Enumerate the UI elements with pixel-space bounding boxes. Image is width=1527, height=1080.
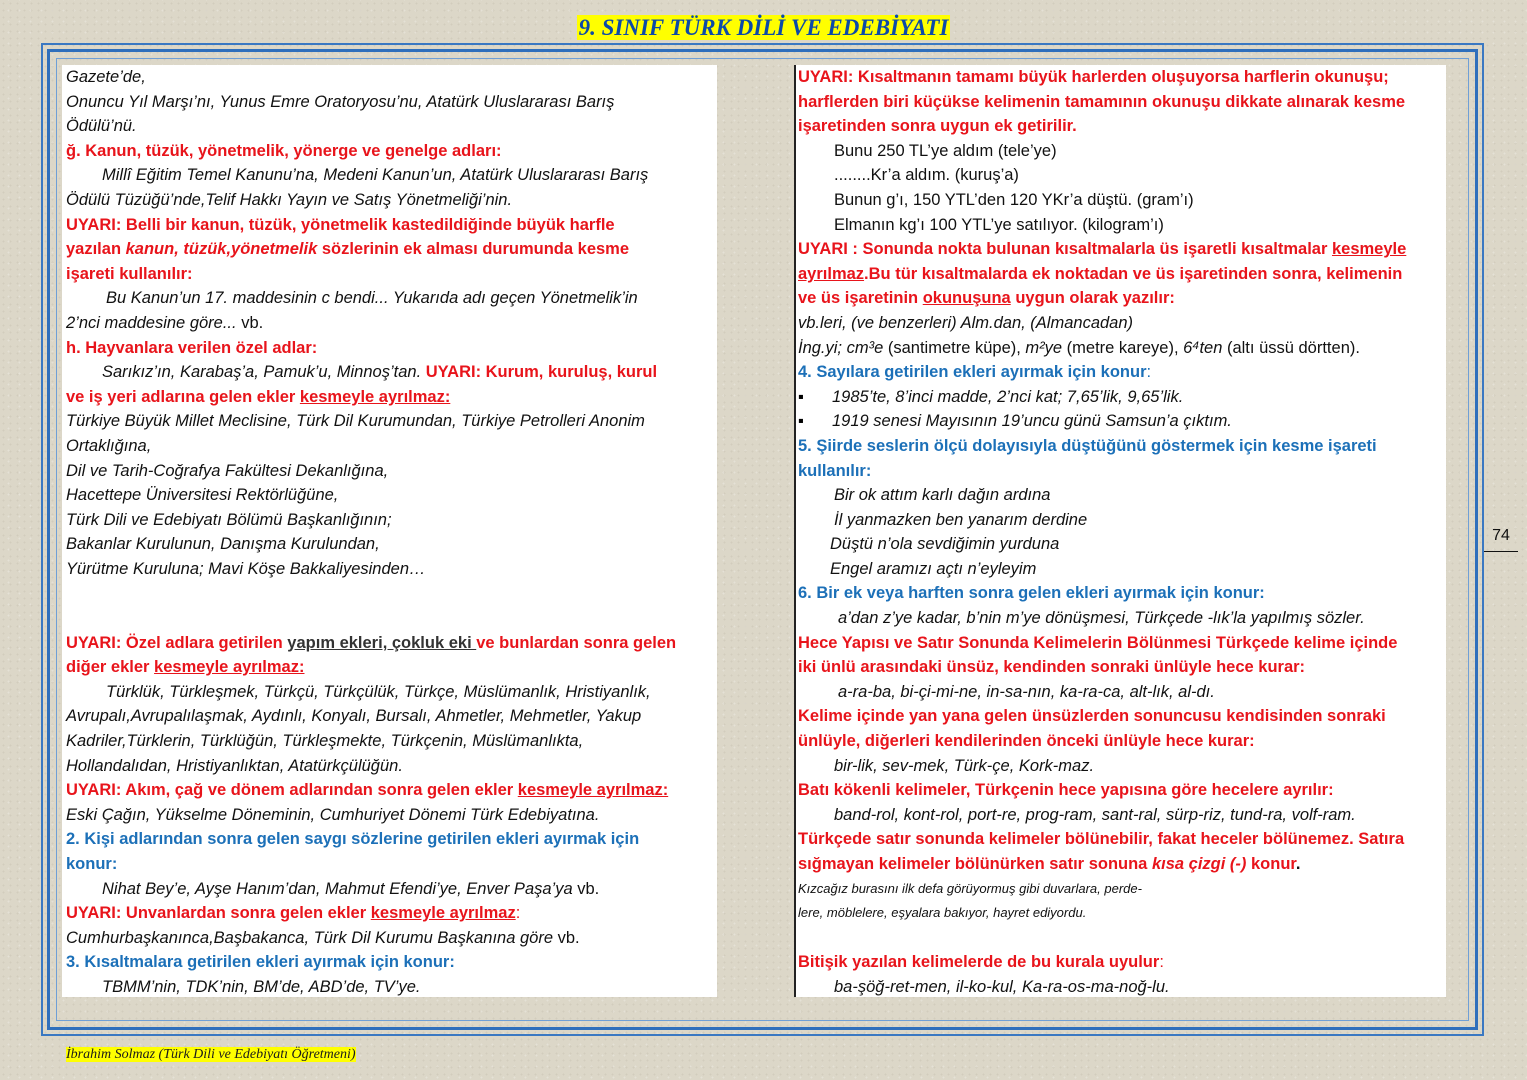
- section-heading: 6. Bir ek veya harften sonra gelen ekleri ayırmak için konur:: [798, 584, 1265, 603]
- rule-term: kısa çizgi (-): [1151, 855, 1247, 873]
- example-line: Türklük, Türkleşmek, Türkçü, Türkçülük, Türkçe, Müslümanlık, Hristiyanlık,: [106, 682, 651, 701]
- rule-line: Batı kökenli kelimeler, Türkçenin hece yapısına göre hecelere ayrılır:: [798, 781, 1334, 800]
- example-line: bir-lik, sev-mek, Türk-çe, Kork-maz.: [834, 756, 1095, 775]
- warning-line: UYARI: Belli bir kanun, tüzük, yönetmelik kastedildiğinde büyük harfle: [66, 215, 615, 234]
- rule-text: konur: [1246, 855, 1296, 873]
- rule-line: Hece Yapısı ve Satır Sonunda Kelimelerin Bölünmesi Türkçede kelime içinde: [798, 633, 1398, 652]
- warning-text: yazılan: [66, 240, 126, 259]
- example-line: Ödülü Tüzüğü’nde,Telif Hakkı Yayın ve Satış Yönetmeliği’nin.: [66, 190, 513, 209]
- rule-text: sığmayan kelimeler bölünürken satır sonuna: [798, 855, 1152, 873]
- gloss-text: (santimetre küpe),: [883, 338, 1026, 357]
- page-title-text: 9. SINIF TÜRK DİLİ VE EDEBİYATI: [578, 15, 949, 40]
- warning-text: .Bu tür kısaltmalarda ek noktadan ve üs işaretinden sonra, kelimenin: [864, 264, 1403, 283]
- example-line: a’dan z’ye kadar, b’nin m’ye dönüşmesi, Türkçede -lık’la yapılmış sözler.: [838, 609, 1365, 628]
- blank-line: [66, 581, 717, 606]
- rule-line: [798, 950, 1446, 975]
- blank-line: [66, 606, 717, 631]
- colon-text: :: [1146, 363, 1152, 382]
- abbrev-text: vb.: [236, 313, 264, 332]
- underlined-term: yapım ekleri, çokluk eki: [287, 633, 477, 652]
- example-line: Ortaklığına,: [66, 436, 152, 455]
- warning-text: UYARI: Unvanlardan sonra gelen ekler: [66, 904, 371, 923]
- example-line: Dil ve Tarih-Coğrafya Fakültesi Dekanlığına,: [66, 461, 389, 480]
- example-text: 2’nci maddesine göre...: [66, 313, 237, 332]
- poem-line: İl yanmazken ben yanarım derdine: [834, 510, 1088, 529]
- warning-line: [66, 901, 717, 926]
- example-text: Nihat Bey’e, Ayşe Hanım’dan, Mahmut Efendi’ye, Enver Paşa’ya: [102, 879, 573, 898]
- example-line: Hacettepe Üniversitesi Rektörlüğüne,: [66, 486, 339, 505]
- section-heading: 2. Kişi adlarından sonra gelen saygı sözlerine getirilen ekleri ayırmak için: [66, 830, 640, 849]
- warning-line: [66, 631, 717, 656]
- example-line: Kızcağız burasını ilk defa görüyormuş gibi duvarlara, perde-: [798, 880, 1142, 896]
- example-line: ba-şöğ-ret-men, il-ko-kul, Ka-ra-os-ma-noğ-lu.: [834, 977, 1170, 996]
- warning-text: diğer ekler: [66, 658, 155, 677]
- right-column: [794, 65, 1446, 997]
- example-line: Eski Çağın, Yükselme Döneminin, Cumhuriyet Dönemi Türk Edebiyatına.: [66, 805, 600, 824]
- warning-text: ve üs işaretinin: [798, 289, 923, 308]
- example-line: [66, 877, 717, 902]
- text-line: Ödülü’nü.: [66, 117, 137, 136]
- warning-line: [66, 237, 717, 262]
- example-line: Türk Dili ve Edebiyatı Bölümü Başkanlığının;: [66, 510, 392, 529]
- underlined-rule: kesmeyle ayrılmaz:: [517, 781, 669, 800]
- warning-line: işareti kullanılır:: [66, 264, 193, 283]
- underlined-rule: ayrılmaz: [798, 264, 865, 283]
- warning-text: sözlerinin ek alması durumunda kesme: [317, 240, 630, 259]
- example-text: m²ye: [1025, 338, 1063, 357]
- example-line: lere, möblelere, eşyalara bakıyor, hayret ediyordu.: [798, 905, 1087, 921]
- warning-term: kanun, tüzük,yönetmelik: [125, 240, 318, 259]
- colon-text: :: [1159, 953, 1164, 972]
- footer-author: [66, 1046, 356, 1064]
- abbrev-text: vb.: [572, 879, 600, 898]
- underlined-rule: kesmeyle ayrılmaz: [370, 904, 516, 923]
- left-column: [62, 65, 717, 997]
- warning-line: işaretinden sonra uygun ek getirilir.: [798, 117, 1077, 136]
- underlined-rule: kesmeyle: [1331, 240, 1407, 259]
- section-heading: 5. Şiirde seslerin ölçü dolayısıyla düştüğünü göstermek için kesme işareti: [798, 436, 1377, 455]
- colon-text: :: [515, 904, 521, 923]
- example-line: Yürütme Kuruluna; Mavi Köşe Bakkaliyesinden…: [66, 559, 426, 578]
- example-line: Avrupalı,Avrupalılaşmak, Aydınlı, Konyalı, Bursalı, Ahmetler, Mehmetler, Yakup: [66, 707, 642, 726]
- warning-text: UYARI : Sonunda nokta bulunan kısaltmalarla üs işaretli kısaltmalar: [798, 240, 1332, 259]
- warning-text: UYARI: Akım, çağ ve dönem adlarından sonra gelen ekler: [66, 781, 518, 800]
- example-line: Bunu 250 TL’ye aldım (tele’ye): [834, 141, 1057, 160]
- section-heading: konur:: [66, 855, 118, 873]
- rule-line: Kelime içinde yan yana gelen ünsüzlerden sonuncusu kendisinden sonraki: [798, 707, 1386, 726]
- section-heading: [798, 360, 1446, 385]
- example-line: [66, 926, 717, 951]
- example-line: Bakanlar Kurulunun, Danışma Kurulundan,: [66, 535, 380, 554]
- warning-text: ve iş yeri adlarına gelen ekler: [66, 387, 300, 406]
- example-text: Sarıkız’ın, Karabaş’a, Pamuk’u, Minnoş’tan.: [102, 363, 422, 382]
- example-line: Kadriler,Türklerin, Türklüğün, Türkleşmekte, Türkçenin, Müslümanlıkta,: [66, 732, 584, 751]
- poem-line: Bir ok attım karlı dağın ardına: [834, 486, 1051, 505]
- page-title: [0, 14, 1527, 41]
- warning-line: [798, 262, 1446, 287]
- example-line: a-ra-ba, bi-çi-mi-ne, in-sa-nın, ka-ra-ca, alt-lık, al-dı.: [838, 682, 1215, 701]
- example-line: Bunun g’ı, 150 YTL’den 120 YKr’a düştü. (gram’ı): [834, 190, 1194, 209]
- rule-line: Türkçede satır sonunda kelimeler bölünebilir, fakat heceler bölünemez. Satıra: [798, 830, 1405, 849]
- example-line: Millî Eğitim Temel Kanunu’na, Medeni Kanun’un, Atatürk Uluslararası Barış: [102, 166, 649, 185]
- text-line: Onuncu Yıl Marşı’nı, Yunus Emre Oratoryosu’nu, Atatürk Uluslararası Barış: [66, 92, 615, 111]
- section-heading: 3. Kısaltmalara getirilen ekleri ayırmak için konur:: [66, 953, 455, 972]
- example-line: Elmanın kg’ı 100 YTL’ye satılıyor. (kilogram’ı): [834, 215, 1164, 234]
- warning-text: UYARI: Kurum, kuruluş, kurul: [421, 363, 658, 382]
- example-line: TBMM’nin, TDK’nin, BM’de, ABD’de, TV’ye.: [102, 977, 421, 996]
- period-text: .: [1295, 855, 1301, 873]
- underlined-rule: kesmeyle ayrılmaz:: [299, 387, 451, 406]
- page-number: 74: [1484, 521, 1518, 552]
- example-line: band-rol, kont-rol, port-re, prog-ram, sant-ral, sürp-riz, tund-ra, volf-ram.: [834, 805, 1356, 824]
- bullet-item: ▪ 1985’te, 8’inci madde, 2’nci kat; 7,65’lik, 9,65’lik.: [798, 385, 1446, 410]
- warning-line: [798, 286, 1446, 311]
- section-heading: ğ. Kanun, tüzük, yönetmelik, yönerge ve genelge adları:: [66, 141, 502, 160]
- poem-line: Düştü n’ola sevdiğimin yurduna: [830, 535, 1060, 554]
- blank-line: [798, 926, 1446, 951]
- rule-line: [798, 852, 1446, 877]
- example-line: Türkiye Büyük Millet Meclisine, Türk Dil Kurumundan, Türkiye Petrolleri Anonim: [66, 412, 645, 431]
- heading-text: 4. Sayılara getirilen ekleri ayırmak için konur: [798, 363, 1147, 382]
- example-line: [798, 336, 1446, 361]
- example-line: Hollandalıdan, Hristiyanlıktan, Atatürkçülüğün.: [66, 756, 403, 775]
- example-line: vb.leri, (ve benzerleri) Alm.dan, (Almancadan): [798, 313, 1134, 332]
- abbrev-text: vb.: [553, 928, 580, 947]
- section-heading: kullanılır:: [798, 461, 872, 480]
- rule-line: ünlüyle, diğerleri kendilerinden önceki ünlüyle hece kurar:: [798, 732, 1255, 751]
- example-line: Bu Kanun’un 17. maddesinin c bendi... Yukarıda adı geçen Yönetmelik’in: [106, 289, 638, 308]
- warning-line: [66, 655, 717, 680]
- warning-line: [66, 778, 717, 803]
- warning-line: UYARI: Kısaltmanın tamamı büyük harlerden oluşuyorsa harflerin okunuşu;: [798, 68, 1389, 86]
- gloss-text: (altı üssü dörtten).: [1222, 338, 1360, 357]
- warning-text: uygun olarak yazılır:: [1010, 289, 1175, 308]
- warning-line: [66, 385, 717, 410]
- example-line: [66, 311, 717, 336]
- section-heading: h. Hayvanlara verilen özel adlar:: [66, 338, 318, 357]
- warning-text: UYARI: Özel adlara getirilen: [66, 633, 288, 652]
- warning-line: harflerden biri küçükse kelimenin tamamının okunuşu dikkate alınarak kesme: [798, 92, 1406, 111]
- gloss-text: (metre kareye),: [1062, 338, 1184, 357]
- underlined-rule: kesmeyle ayrılmaz:: [154, 658, 305, 677]
- example-text: 6⁴ten: [1183, 338, 1223, 357]
- rule-text: Bitişik yazılan kelimelerde de bu kurala uyulur: [798, 953, 1160, 972]
- bullet-item: ▪ 1919 senesi Mayısının 19’uncu günü Samsun’a çıktım.: [798, 409, 1446, 434]
- footer-text: İbrahim Solmaz (Türk Dili ve Edebiyatı Öğretmeni): [66, 1047, 356, 1062]
- example-line: ........Kr’a aldım. (kuruş’a): [834, 166, 1019, 185]
- example-text: Cumhurbaşkanınca,Başbakanca, Türk Dil Kurumu Başkanına göre: [66, 928, 553, 947]
- warning-line: [798, 237, 1446, 262]
- example-line: [66, 360, 717, 385]
- underlined-rule: okunuşuna: [922, 289, 1011, 308]
- text-line: Gazete’de,: [66, 68, 146, 86]
- poem-line: Engel aramızı açtı n’eyleyim: [830, 559, 1037, 578]
- rule-line: iki ünlü arasındaki ünsüz, kendinden sonraki ünlüyle hece kurar:: [798, 658, 1306, 677]
- warning-text: ve bunlardan sonra gelen: [476, 633, 677, 652]
- example-text: İng.yi; cm³e: [798, 338, 884, 357]
